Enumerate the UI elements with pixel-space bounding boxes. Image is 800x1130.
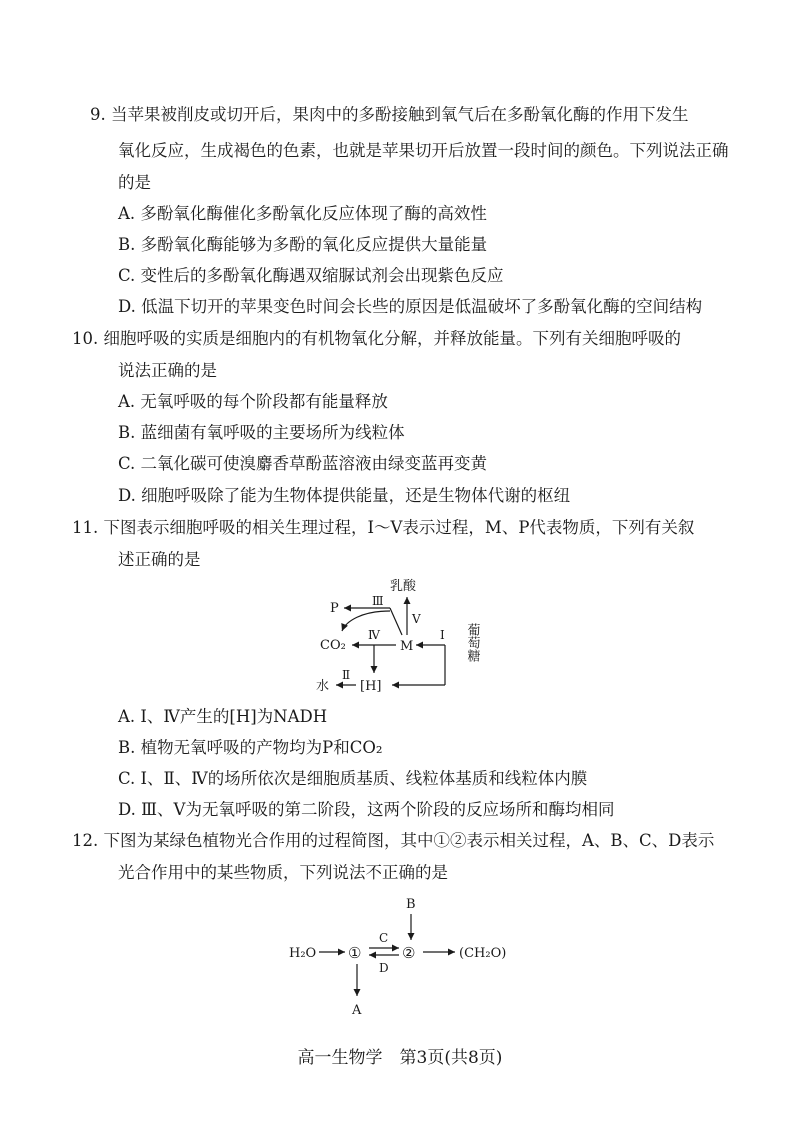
b-label: B <box>406 897 416 912</box>
label-iii: Ⅲ <box>372 594 384 608</box>
q9-stem-line3: 的是 <box>118 173 151 192</box>
q12-stem-line1: 12. 下图为某绿色植物光合作用的过程简图，其中①②表示相关过程，A、B、C、D表示 <box>72 831 715 850</box>
label-ii: Ⅱ <box>342 668 351 682</box>
h-label: [H] <box>360 679 382 694</box>
q9-option-d: D. 低温下切开的苹果变色时间会长些的原因是低温破坏了多酚氧化酶的空间结构 <box>118 297 703 316</box>
q10-option-b: B. 蓝细菌有氧呼吸的主要场所为线粒体 <box>118 423 405 442</box>
lactic-acid-label: 乳酸 <box>390 579 417 594</box>
q9-option-b: B. 多酚氧化酶能够为多酚的氧化反应提供大量能量 <box>118 235 488 254</box>
q11-stem-line1: 11. 下图表示细胞呼吸的相关生理过程，Ⅰ～Ⅴ表示过程，M、P代表物质，下列有关叙 <box>72 518 695 537</box>
q10-stem-line1: 10. 细胞呼吸的实质是细胞内的有机物氧化分解，并释放能量。下列有关细胞呼吸的 <box>72 329 681 348</box>
q9-stem-line2: 氧化反应，生成褐色的色素，也就是苹果切开后放置一段时间的颜色。下列说法正确 <box>118 141 729 160</box>
q9-stem-line1: 9. 当苹果被削皮或切开后，果肉中的多酚接触到氧气后在多酚氧化酶的作用下发生 <box>90 105 689 124</box>
page-footer: 高一生物学 第3页(共8页) <box>297 1048 503 1068</box>
q9-option-a: A. 多酚氧化酶催化多酚氧化反应体现了酶的高效性 <box>118 204 487 223</box>
p-label: P <box>330 601 339 616</box>
a-label: A <box>352 1003 362 1018</box>
q11-option-d: D. Ⅲ、Ⅴ为无氧呼吸的第二阶段，这两个阶段的反应场所和酶均相同 <box>118 800 615 819</box>
q11-option-b: B. 植物无氧呼吸的产物均为P和CO₂ <box>118 738 383 757</box>
q9-option-c: C. 变性后的多酚氧化酶遇双缩脲试剂会出现紫色反应 <box>118 266 504 285</box>
glucose-label: 葡萄糖 <box>464 623 480 662</box>
respiration-diagram <box>310 575 500 700</box>
q12-stem-line2: 光合作用中的某些物质，下列说法不正确的是 <box>118 863 448 882</box>
label-iv: Ⅳ <box>368 628 380 642</box>
water-label: 水 <box>316 679 330 694</box>
process-1: ① <box>348 944 362 962</box>
photosynthesis-diagram <box>285 892 535 1022</box>
process-2: ② <box>402 944 416 962</box>
q10-stem-line2: 说法正确的是 <box>118 361 217 380</box>
arrow-iii <box>390 608 402 635</box>
label-i: Ⅰ <box>440 628 445 642</box>
q10-option-d: D. 细胞呼吸除了能为生物体提供能量，还是生物体代谢的枢纽 <box>118 486 571 505</box>
h2o-label: H₂O <box>289 946 317 961</box>
q10-option-c: C. 二氧化碳可使溴麝香草酚蓝溶液由绿变蓝再变黄 <box>118 454 488 473</box>
c-label: C <box>379 931 389 945</box>
q11-stem-line2: 述正确的是 <box>118 550 201 569</box>
q11-option-c: C. Ⅰ、Ⅱ、Ⅳ的场所依次是细胞质基质、线粒体基质和线粒体内膜 <box>118 769 588 788</box>
q11-option-a: A. Ⅰ、Ⅳ产生的[H]为NADH <box>118 707 328 726</box>
label-v: Ⅴ <box>412 612 421 626</box>
m-label: M <box>400 639 414 654</box>
ch2o-label: (CH₂O) <box>459 946 507 961</box>
d-label: D <box>379 961 389 975</box>
co2-label: CO₂ <box>320 638 346 653</box>
q10-option-a: A. 无氧呼吸的每个阶段都有能量释放 <box>118 392 388 411</box>
arrow-curve-co2 <box>342 611 390 631</box>
